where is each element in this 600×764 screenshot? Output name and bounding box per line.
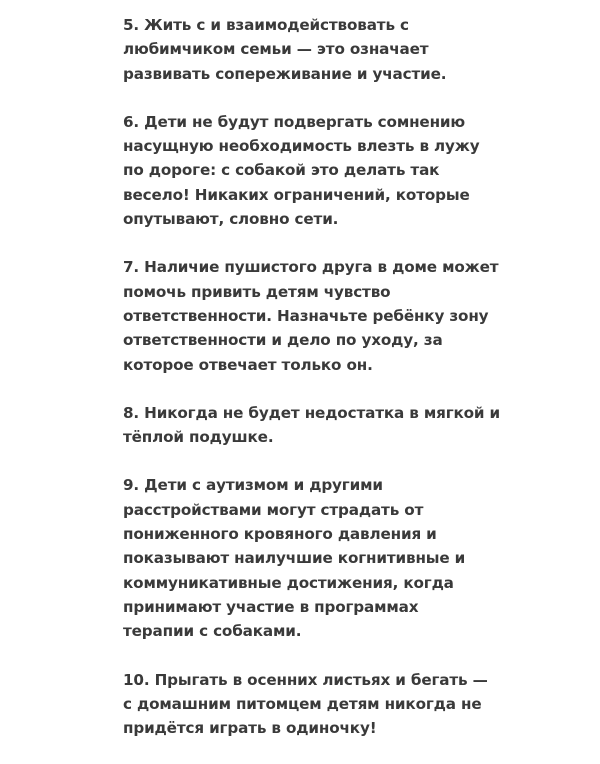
text-line: показывают наилучшие когнитивные и: [123, 549, 466, 568]
list-item-9: [123, 473, 503, 643]
text-line: опутывают, словно сети.: [123, 210, 339, 229]
list-item-7: [123, 255, 503, 376]
text-line: весело! Никаких ограничений, которые: [123, 185, 470, 204]
text-line: коммуникативные достижения, когда: [123, 573, 454, 592]
text-line: которое отвечает только он.: [123, 355, 373, 374]
text-line: придётся играть в одиночку!: [123, 719, 377, 738]
numbered-list: [123, 13, 503, 764]
text-line: насущную необходимость влезть в лужу: [123, 137, 480, 156]
text-line: 8. Никогда не будет недостатка в мягкой и: [123, 403, 501, 422]
text-line: любимчиком семьи — это означает: [123, 40, 429, 59]
text-line: развивать сопереживание и участие.: [123, 64, 447, 83]
text-line: 10. Прыгать в осенних листьях и бегать —: [123, 670, 488, 689]
text-line: расстройствами могут страдать от: [123, 500, 424, 519]
text-line: ответственности и дело по уходу, за: [123, 331, 443, 350]
text-line: терапии с собаками.: [123, 622, 302, 641]
text-line: тёплой подушке.: [123, 428, 274, 447]
list-item-6: [123, 110, 503, 231]
text-line: по дороге: с собакой это делать так: [123, 161, 440, 180]
list-item-8: [123, 401, 503, 450]
text-line: пониженного кровяного давления и: [123, 525, 437, 544]
text-line: принимают участие в программах: [123, 597, 419, 616]
list-item-5: [123, 13, 503, 86]
text-line: 5. Жить с и взаимодействовать с: [123, 16, 409, 34]
text-line: помочь привить детям чувство: [123, 282, 391, 301]
text-line: 6. Дети не будут подвергать сомнению: [123, 112, 466, 131]
text-line: 7. Наличие пушистого друга в доме может: [123, 258, 499, 277]
text-line: с домашним питомцем детям никогда не: [123, 694, 482, 713]
text-line: ответственности. Назначьте ребёнку зону: [123, 306, 489, 325]
list-item-10: [123, 668, 503, 741]
text-line: 9. Дети с аутизмом и другими: [123, 476, 383, 495]
